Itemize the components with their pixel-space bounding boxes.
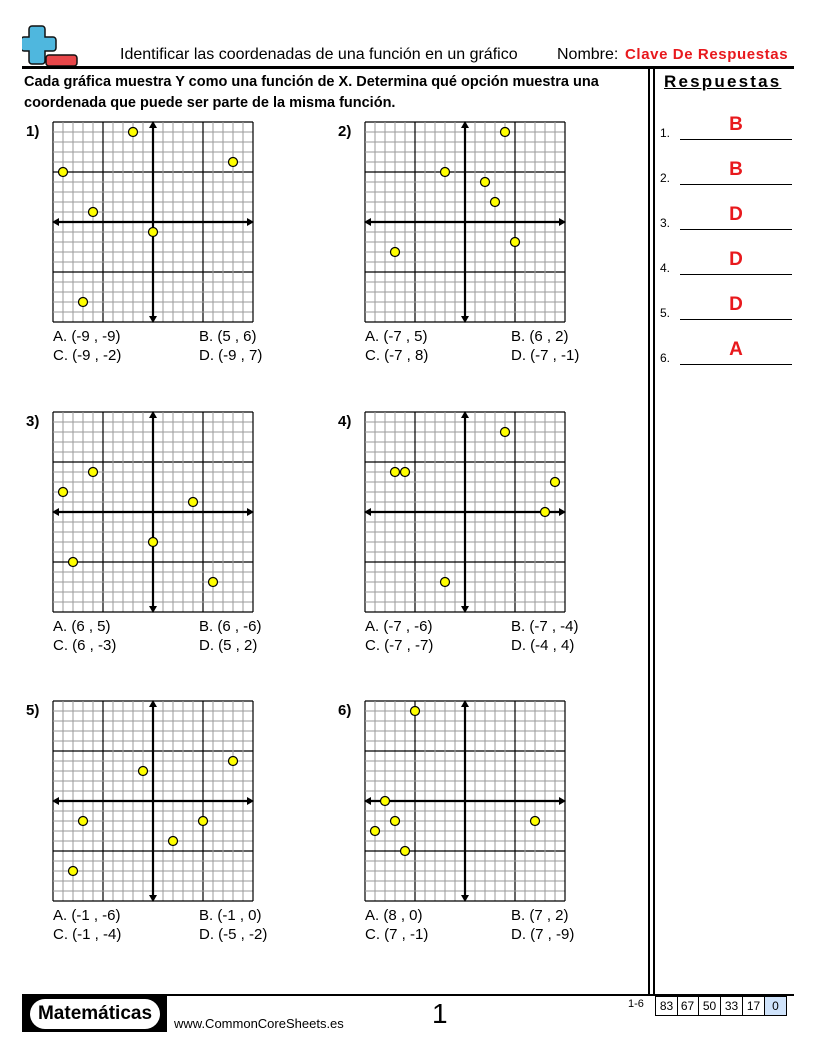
option-b[interactable]: B. (7 , 2) [511, 907, 569, 924]
name-value: Clave De Respuestas [625, 46, 789, 63]
answer-number: 4. [660, 261, 671, 275]
answer-line [680, 229, 792, 230]
data-point [381, 797, 390, 806]
option-a[interactable]: A. (8 , 0) [365, 907, 423, 924]
score-cell: 33 [721, 996, 743, 1016]
data-point [501, 128, 510, 137]
data-point [391, 468, 400, 477]
option-b[interactable]: B. (6 , 2) [511, 328, 569, 345]
header-rule [22, 66, 794, 69]
data-point [551, 478, 560, 487]
column-divider-right [653, 68, 655, 995]
data-point [79, 817, 88, 826]
option-a[interactable]: A. (-7 , 5) [365, 328, 428, 345]
data-point [229, 757, 238, 766]
brand-label: Matemáticas [30, 999, 160, 1029]
answer-line [680, 364, 792, 365]
option-c[interactable]: C. (-9 , -2) [53, 347, 122, 364]
coordinate-graph-6 [363, 699, 567, 903]
problem-number: 4) [338, 413, 352, 430]
option-c[interactable]: C. (-7 , -7) [365, 637, 434, 654]
data-point [411, 707, 420, 716]
data-point [441, 578, 450, 587]
data-point [89, 208, 98, 217]
answer-number: 6. [660, 351, 671, 365]
option-d[interactable]: D. (-4 , 4) [511, 637, 575, 654]
data-point [129, 128, 138, 137]
data-point [391, 248, 400, 257]
answer-value[interactable]: B [729, 114, 743, 135]
answer-line [680, 184, 792, 185]
answer-row-4 [660, 245, 792, 275]
option-b[interactable]: B. (-1 , 0) [199, 907, 262, 924]
option-c[interactable]: C. (-1 , -4) [53, 926, 122, 943]
data-point [199, 817, 208, 826]
answer-line [680, 139, 792, 140]
data-point [541, 508, 550, 517]
coordinate-graph-1 [51, 120, 255, 324]
answer-line [680, 274, 792, 275]
option-a[interactable]: A. (-9 , -9) [53, 328, 121, 345]
option-d[interactable]: D. (-9 , 7) [199, 347, 263, 364]
score-cell: 83 [655, 996, 678, 1016]
answer-number: 2. [660, 171, 671, 185]
option-c[interactable]: C. (6 , -3) [53, 637, 117, 654]
option-b[interactable]: B. (6 , -6) [199, 618, 262, 635]
data-point [371, 827, 380, 836]
option-d[interactable]: D. (-5 , -2) [199, 926, 268, 943]
instructions: Cada gráfica muestra Y como una función de X. Determina qué opción muestra una coordenada que puede ser parte de la misma función. [24, 74, 599, 111]
answer-number: 5. [660, 306, 671, 320]
data-point [391, 817, 400, 826]
data-point [59, 488, 68, 497]
coordinate-graph-5 [51, 699, 255, 903]
data-point [149, 538, 158, 547]
data-point [69, 867, 78, 876]
option-d[interactable]: D. (7 , -9) [511, 926, 575, 943]
worksheet-title: Identificar las coordenadas de una función en un gráfico [120, 46, 518, 63]
option-a[interactable]: A. (6 , 5) [53, 618, 111, 635]
logo-plus-minus-icon [22, 24, 80, 68]
option-a[interactable]: A. (-7 , -6) [365, 618, 433, 635]
data-point [491, 198, 500, 207]
page-number: 1 [432, 998, 448, 1029]
coordinate-graph-3 [51, 410, 255, 614]
data-point [209, 578, 218, 587]
problem-number: 3) [26, 413, 40, 430]
data-point [511, 238, 520, 247]
data-point [169, 837, 178, 846]
data-point [79, 298, 88, 307]
data-point [501, 428, 510, 437]
answer-number: 1. [660, 126, 671, 140]
data-point [149, 228, 158, 237]
data-point [69, 558, 78, 567]
answer-line [680, 319, 792, 320]
data-point [229, 158, 238, 167]
score-range-label: 1-6 [628, 998, 644, 1010]
column-divider-left [648, 68, 650, 995]
data-point [481, 178, 490, 187]
data-point [189, 498, 198, 507]
option-b[interactable]: B. (5 , 6) [199, 328, 257, 345]
option-a[interactable]: A. (-1 , -6) [53, 907, 121, 924]
name-label: Nombre: [557, 46, 619, 63]
data-point [531, 817, 540, 826]
problem-number: 1) [26, 123, 40, 140]
answer-row-6 [660, 335, 792, 365]
option-d[interactable]: D. (5 , 2) [199, 637, 258, 654]
data-point [401, 468, 410, 477]
coordinate-graph-2 [363, 120, 567, 324]
problem-number: 2) [338, 123, 352, 140]
answer-value[interactable]: D [729, 204, 743, 225]
data-point [441, 168, 450, 177]
data-point [139, 767, 148, 776]
coordinate-graph-4 [363, 410, 567, 614]
answer-row-1 [660, 110, 792, 140]
data-point [59, 168, 68, 177]
score-cell: 0 [765, 996, 787, 1016]
site-link[interactable]: www.CommonCoreSheets.es [174, 1016, 344, 1031]
data-point [89, 468, 98, 477]
option-d[interactable]: D. (-7 , -1) [511, 347, 580, 364]
answer-value[interactable]: D [729, 249, 743, 270]
answer-row-2 [660, 155, 792, 185]
answers-title: Respuestas [664, 72, 782, 91]
answer-row-3 [660, 200, 792, 230]
option-b[interactable]: B. (-7 , -4) [511, 618, 579, 635]
score-cell: 17 [743, 996, 765, 1016]
score-cell: 67 [677, 996, 699, 1016]
option-c[interactable]: C. (-7 , 8) [365, 347, 429, 364]
score-cell: 50 [699, 996, 721, 1016]
answer-value[interactable]: B [729, 159, 743, 180]
answer-value[interactable]: D [729, 294, 743, 315]
problem-number: 6) [338, 702, 352, 719]
problem-number: 5) [26, 702, 40, 719]
answer-value[interactable]: A [729, 339, 743, 360]
option-c[interactable]: C. (7 , -1) [365, 926, 429, 943]
answer-number: 3. [660, 216, 671, 230]
data-point [401, 847, 410, 856]
answer-row-5 [660, 290, 792, 320]
